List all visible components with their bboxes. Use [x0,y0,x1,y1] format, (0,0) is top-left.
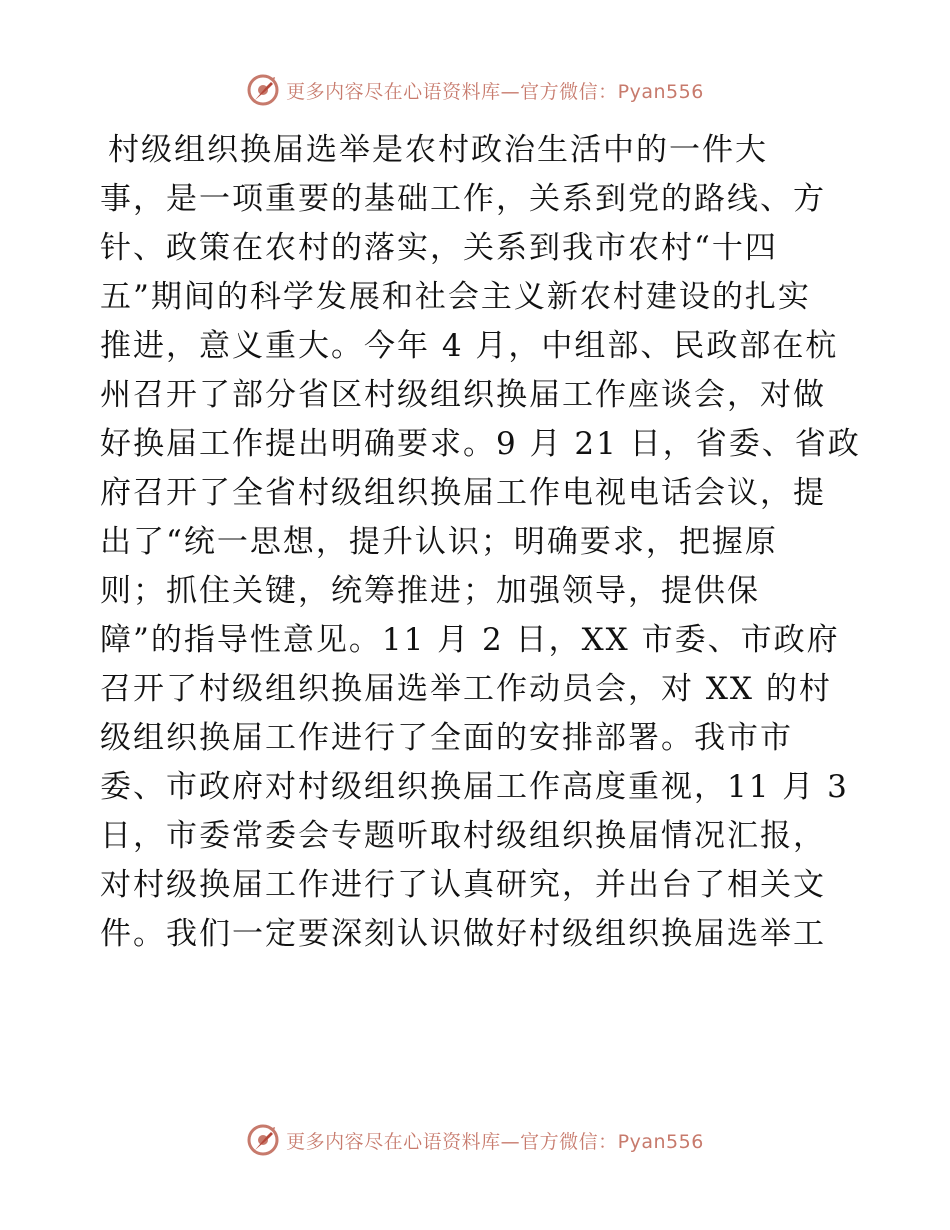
header-watermark [0,70,950,110]
text-line: 召开了村级组织换届选举工作动员会，对 XX 的村 [100,671,832,707]
pen-logo-icon [246,1123,280,1157]
text-line: 五”期间的科学发展和社会主义新农村建设的扎实 [100,279,811,315]
text-line: 委、市政府对村级组织换届工作高度重视，11 月 3 [100,769,849,805]
text-line: 事，是一项重要的基础工作，关系到党的路线、方 [100,181,826,217]
watermark-text: 更多内容尽在心语资料库—官方微信：Pyan556 [286,80,704,103]
text-line: 对村级换届工作进行了认真研究，并出台了相关文 [100,867,826,903]
text-line: 级组织换届工作进行了全面的安排部署。我市市 [100,720,793,756]
text-line: 出了“统一思想，提升认识；明确要求，把握原 [100,524,778,560]
footer-watermark [0,1120,950,1160]
text-line: 推进，意义重大。今年 4 月，中组部、民政部在杭 [100,328,839,364]
text-line: 村级组织换届选举是农村政治生活中的一件大 [108,132,768,168]
text-line: 针、政策在农村的落实，关系到我市农村“十四 [100,230,778,266]
pen-logo-icon [246,73,280,107]
text-line: 州召开了部分省区村级组织换届工作座谈会，对做 [100,377,826,413]
text-line: 障”的指导性意见。11 月 2 日，XX 市委、市政府 [100,622,840,658]
text-line: 件。我们一定要深刻认识做好村级组织换届选举工 [100,916,826,952]
text-line: 好换届工作提出明确要求。9 月 21 日，省委、省政 [100,426,861,462]
body-paragraph [100,126,860,959]
text-line: 日，市委常委会专题听取村级组织换届情况汇报， [100,818,826,854]
text-line: 府召开了全省村级组织换届工作电视电话会议，提 [100,475,826,511]
watermark-text: 更多内容尽在心语资料库—官方微信：Pyan556 [286,1130,704,1153]
text-line: 则；抓住关键，统筹推进；加强领导，提供保 [100,573,760,609]
